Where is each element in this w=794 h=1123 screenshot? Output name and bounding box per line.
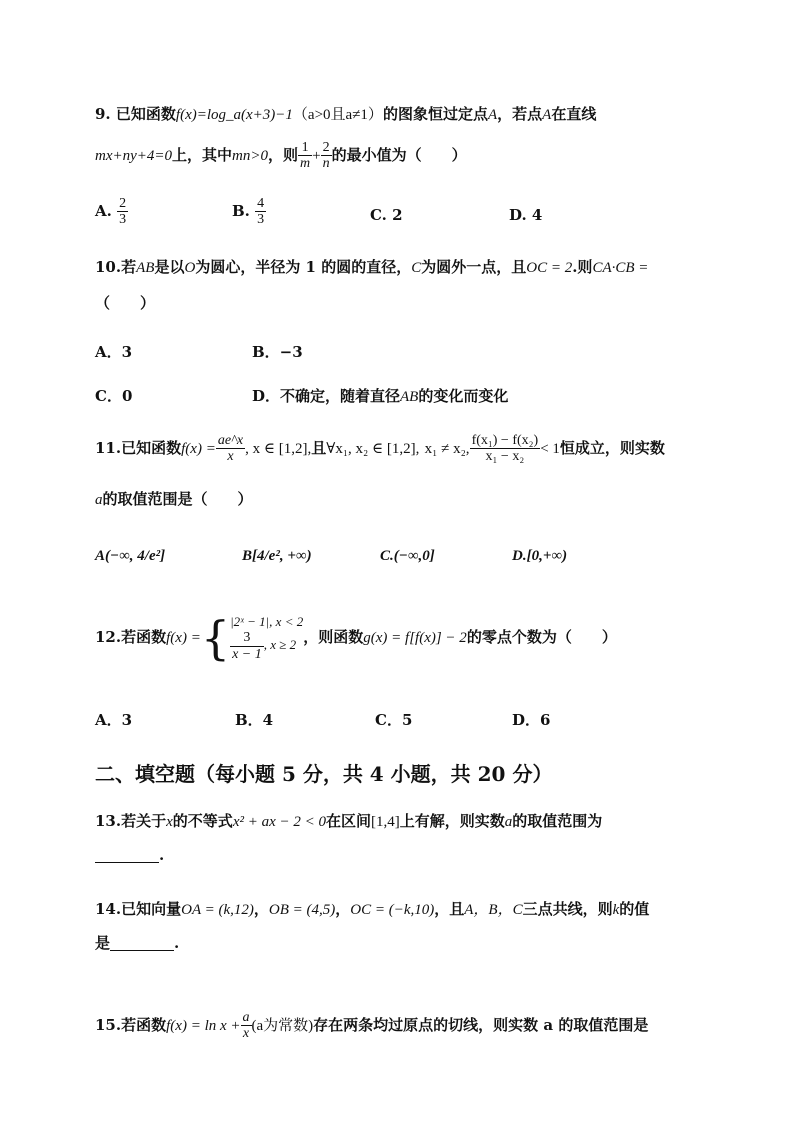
- q11-option-d: D.[0,+∞): [512, 548, 568, 564]
- fraction: $\frac{1}{m}$: [300, 140, 311, 172]
- q11-option-c: C.(−∞,0]: [380, 548, 435, 564]
- q10-line2: （ ）: [95, 294, 156, 312]
- answer-blank[interactable]: [95, 848, 159, 863]
- q12-option-c: C．5: [375, 711, 413, 729]
- q9-option-c: C. 2: [370, 206, 403, 224]
- q10-option-c: C．0: [95, 387, 133, 405]
- q12-line1: 12.若函数f(x) ={ |2ˣ − 1|, x < 2 $\frac{3}{x - 1}$ , x ≥ 2 ，则函数g(x) = f[f(x)] − 2的零点个数为（ ）: [95, 611, 617, 666]
- answer-blank[interactable]: [110, 936, 174, 951]
- q9-line1: 9. 已知函数f(x)=log_a(x+3)−1（a>0且a≠1）的图象恒过定点A，若点A在直线: [95, 105, 597, 123]
- q14-line1: 14.已知向量OA = (k,12)，OB = (4,5)，OC = (−k,10)，且A，B，C三点共线，则k的值: [95, 900, 650, 918]
- q10-option-d: D．不确定，随着直径AB的变化而变化: [252, 387, 509, 405]
- q9-option-d: D. 4: [509, 206, 543, 224]
- q11-option-a: A(−∞, 4/e²]: [95, 548, 166, 564]
- q13-line1: 13.若关于x的不等式x² + ax − 2 < 0在区间[1,4]上有解，则实数a的取值范围为: [95, 812, 603, 830]
- vector-dot-expr: CA·CB =: [592, 260, 649, 276]
- q9-line2: mx+ny+4=0上，其中mn>0，则 $\frac{1}{m}$ + $\frac{2}{n}$ 的最小值为（ ）: [95, 140, 467, 172]
- q10-option-b: B．−3: [252, 343, 303, 361]
- q9-option-b: B. $\frac{4}{3}$: [232, 196, 265, 228]
- q9-option-a: A. $\frac{2}{3}$: [95, 196, 127, 228]
- question-number: 9.: [95, 105, 111, 123]
- q10-option-a: A．3: [95, 343, 133, 361]
- q12-option-d: D．6: [512, 711, 551, 729]
- q10-line1: 10.若AB是以O为圆心，半径为 1 的圆的直径，C为圆外一点，且OC = 2.则CA·CB =: [95, 258, 649, 276]
- q13-line2: .: [95, 848, 164, 863]
- piecewise-cases: |2ˣ − 1|, x < 2 $\frac{3}{x - 1}$ , x ≥ 2: [230, 614, 304, 662]
- q11-option-b: B[4/e², +∞): [242, 548, 312, 564]
- function-expr: f(x)=log_a(x+3)−1: [175, 107, 293, 123]
- fraction: $\frac{2}{n}$: [322, 140, 330, 172]
- q12-option-a: A．3: [95, 711, 133, 729]
- section-heading: 二、填空题（每小题 5 分，共 4 小题，共 20 分）: [95, 762, 553, 786]
- q15-line1: 15.若函数f(x) = ln x + $\frac{a}{x}$ (a为常数)存在两条均过原点的切线，则实数 a 的取值范围是: [95, 1010, 649, 1042]
- q11-line1: 11.已知函数f(x) = $\frac{ae\^{}x}{x}$ , x ∈ [1,2],且∀x₁, x₂ ∈ [1,2], x₁ ≠ x₂, $\frac{\text{f(x₁) − f(x₂)}}{\text{x₁ − x₂}}$ < 1恒成立，则实数: [95, 433, 665, 465]
- q12-option-b: B．4: [235, 711, 274, 729]
- q11-line2: a的取值范围是（ ）: [95, 490, 253, 508]
- q14-line2: 是 .: [95, 934, 180, 952]
